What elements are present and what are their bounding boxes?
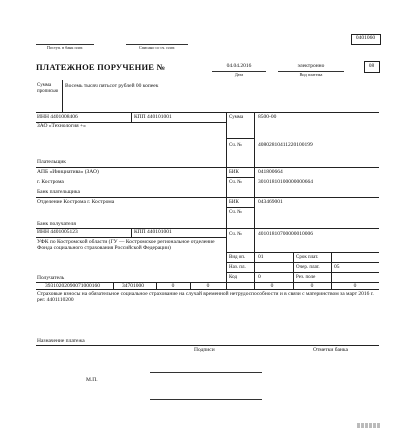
payee-kpp: КПП 440101001 [134,229,172,235]
purpose-label: Назначение платежа [37,338,85,344]
payer-bank-label: Банк плательщика [37,189,80,195]
grid-line [226,262,379,263]
code-label: Код [229,275,237,280]
code-value: 0 [258,274,261,280]
grid-line [36,197,379,198]
status-code: 08 [368,63,375,69]
payee-bank-account-label: Сч. № [229,210,243,215]
grid-line [226,272,379,273]
signatures-label: Подписи [194,347,215,353]
payer-inn: ИНН 4401008406 [37,114,78,120]
op-type: 01 [258,254,264,260]
amount-words-divider [62,80,63,112]
payer-bank-bik: 041800664 [258,169,283,175]
amount-words-value: Восемь тысяч пятьсот рублей 00 копеек [65,83,159,89]
grid-line [113,282,114,289]
order-label: Очер. плат. [296,265,320,270]
payment-type-label: Вид платежа [299,72,323,77]
payer-bank-name: АПБ «Инициатива» (ЗАО) [37,169,99,175]
grid-line [226,252,379,253]
grid-line [36,237,226,238]
payer-bank-bik-label: БИК [229,170,239,175]
grid-line [36,167,379,168]
payer-bank-account: 30101810100000000664 [258,179,313,185]
res-label: Рез. поле [296,275,316,280]
grid-line [36,289,379,290]
purpose-text: Страховые взносы на обязательное социальное страхование на случай временной нетрудоспособности и в связи с материнством за март 2016 г. рег. 4401110200 [37,291,374,304]
debited-label: Списано со сч. плат. [138,45,176,50]
amount-words-label: Сумма прописью [37,83,59,94]
signature-line-1 [150,372,262,373]
grid-line [131,112,132,122]
payee-name: УФК по Костромской области (ГУ — Костромское региональное отделение Фонда социального страхования Российской Федерации) [37,239,215,252]
payee-bank-bik-label: БИК [229,200,239,205]
grid-line [293,252,294,282]
mp-label: М.П. [86,377,98,383]
payee-bank-name: Отделение Кострома г. Кострома [37,199,115,205]
budget-field-5: 0 [270,283,274,289]
payment-type: электронно [297,63,325,69]
grid-line [226,177,254,178]
form-code: 0401060 [355,35,376,41]
budget-field-4: 0 [206,283,210,289]
budget-field-3: 0 [171,283,175,289]
budget-field-7: 0 [353,283,357,289]
sum-value: 8500-00 [258,114,277,120]
oktmo-value: 34701000 [122,283,144,289]
grid-line [226,138,254,139]
signature-line-2 [150,399,262,400]
payer-account-label: Сч. № [229,143,243,148]
term-label: Срок плат. [296,255,319,260]
payee-label: Получатель [37,275,65,281]
op-type-label: Вид оп. [229,255,246,260]
purpose-code-label: Наз. пл. [229,265,246,270]
date-label: Дата [234,72,244,77]
order-value: 05 [334,264,340,270]
payee-bank-label: Банк получателя [37,221,76,227]
payer-kpp: КПП 440101001 [134,114,172,120]
payer-bank-account-label: Сч. № [229,180,243,185]
payer-name: ЗАО «Технология +» [37,123,86,129]
page-title: ПЛАТЕЖНОЕ ПОРУЧЕНИЕ № [36,62,166,72]
payer-bank-city: г. Кострома [37,179,64,185]
kbk-value: 39310202090071000160 [45,283,100,289]
grid-line [331,252,332,282]
sum-label: Сумма [229,115,244,120]
grid-line [36,345,379,346]
order-date: 04.04.2016 [226,63,252,69]
payee-bank-bik: 043469001 [258,199,283,205]
grid-line [36,112,379,113]
bank-marks-label: Отметки банка [313,347,348,353]
payee-account: 40101810700000010006 [258,231,313,237]
grid-line [226,207,254,208]
watermark-corner [357,415,397,425]
payee-account-label: Сч. № [229,232,243,237]
payer-account: 40802810411220100199 [258,142,313,148]
grid-line [36,228,379,229]
payer-label: Плательщик [37,159,66,165]
grid-line [131,228,132,237]
bank-received-label: Поступ. в банк плат. [46,45,84,50]
budget-field-6: 0 [310,283,314,289]
payee-inn: ИНН 4401005123 [37,229,78,235]
